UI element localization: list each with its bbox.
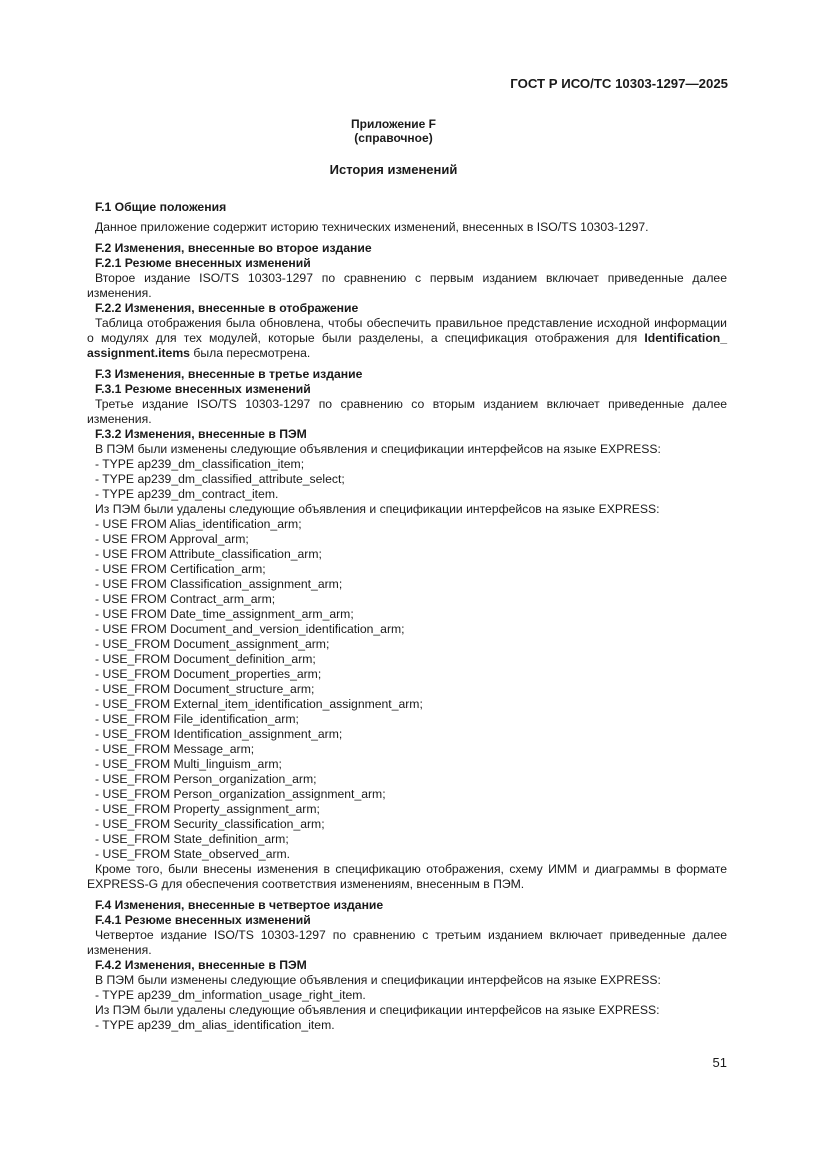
- paragraph-f4-1: Четвертое издание ISO/TS 10303-1297 по сравнению с третьим изданием включает приведенные далее изменения.: [87, 928, 727, 957]
- list-item: - USE_FROM Security_classification_arm;: [95, 817, 325, 831]
- appendix-title: Приложение F: [351, 117, 436, 131]
- paragraph-f3-2-removed-intro: Из ПЭМ были удалены следующие объявления и спецификации интерфейсов на языке EXPRESS:: [95, 502, 660, 516]
- subsection-heading-f3-2: F.3.2 Изменения, внесенные в ПЭМ: [95, 427, 307, 441]
- paragraph-f2-2-part-a: Таблица отображения была обновлена, чтобы обеспечить правильное представление исходной информации о модулях для тех модулей, которые были разделены, а спецификация отображения для: [87, 316, 727, 345]
- list-item: - USE FROM Date_time_assignment_arm_arm;: [95, 607, 354, 621]
- list-item: - USE_FROM Document_structure_arm;: [95, 682, 315, 696]
- list-f3-changed: [87, 457, 727, 502]
- list-item: - USE_FROM Person_organization_assignment_arm;: [95, 787, 386, 801]
- list-f4-changed: [87, 988, 727, 1003]
- section-heading-f1: F.1 Общие положения: [95, 200, 227, 214]
- paragraph-f3-2-closing: Кроме того, были внесены изменения в спецификацию отображения, схему ИММ и диаграммы в формате EXPRESS-G для обеспечения соответствия изменениям, внесенным в ПЭМ.: [87, 862, 727, 891]
- list-item: - USE_FROM Property_assignment_arm;: [95, 802, 320, 816]
- list-item: - TYPE ap239_dm_classification_item;: [95, 457, 305, 471]
- list-item: - USE_FROM File_identification_arm;: [95, 712, 299, 726]
- paragraph-f3-2-changed-intro: В ПЭМ были изменены следующие объявления и спецификации интерфейсов на языке EXPRESS:: [95, 442, 661, 456]
- list-item: - USE FROM Attribute_classification_arm;: [95, 547, 322, 561]
- paragraph-f1: Данное приложение содержит историю технических изменений, внесенных в ISO/TS 10303-1297.: [95, 220, 649, 234]
- list-f3-removed: [87, 517, 727, 862]
- paragraph-f2-2-part-b: была пересмотрена.: [189, 346, 311, 360]
- section-heading-f3: F.3 Изменения, внесенные в третье издание: [95, 367, 363, 381]
- subsection-heading-f3-1: F.3.1 Резюме внесенных изменений: [95, 382, 311, 396]
- section-heading-f2: F.2 Изменения, внесенные во второе издание: [95, 241, 372, 255]
- paragraph-f2-1: Второе издание ISO/TS 10303-1297 по сравнению с первым изданием включает приведенные далее изменения.: [87, 271, 727, 300]
- list-item: - TYPE ap239_dm_classified_attribute_select;: [95, 472, 345, 486]
- list-item: - USE_FROM Message_arm;: [95, 742, 255, 756]
- list-item: - USE FROM Approval_arm;: [95, 532, 249, 546]
- subsection-heading-f4-1: F.4.1 Резюме внесенных изменений: [95, 913, 311, 927]
- list-item: - USE_FROM Person_organization_arm;: [95, 772, 317, 786]
- list-item: - USE_FROM External_item_identification_assignment_arm;: [95, 697, 423, 711]
- list-item: - USE_FROM Document_assignment_arm;: [95, 637, 330, 651]
- document-body: [87, 200, 727, 1033]
- paragraph-f3-1: Третье издание ISO/TS 10303-1297 по сравнению со вторым изданием включает приведенные далее изменения.: [87, 397, 727, 426]
- list-item: - USE FROM Alias_identification_arm;: [95, 517, 302, 531]
- list-item: - USE FROM Document_and_version_identification_arm;: [95, 622, 405, 636]
- subsection-heading-f4-2: F.4.2 Изменения, внесенные в ПЭМ: [95, 958, 307, 972]
- paragraph-f4-2-changed-intro: В ПЭМ были изменены следующие объявления и спецификации интерфейсов на языке EXPRESS:: [95, 973, 661, 987]
- subsection-heading-f2-1: F.2.1 Резюме внесенных изменений: [95, 256, 311, 270]
- list-item: - USE FROM Certification_arm;: [95, 562, 266, 576]
- list-item: - TYPE ap239_dm_contract_item.: [95, 487, 279, 501]
- list-item: - USE_FROM Multi_linguism_arm;: [95, 757, 282, 771]
- paragraph-f2-2-bold: Identification_ assignment.items: [87, 331, 727, 360]
- list-item: - USE_FROM State_observed_arm.: [95, 847, 291, 861]
- paragraph-f2-2: [87, 316, 727, 361]
- list-f4-removed: [87, 1018, 727, 1033]
- list-item: - USE FROM Classification_assignment_arm;: [95, 577, 343, 591]
- history-heading: История изменений: [329, 162, 458, 177]
- section-heading-f4: F.4 Изменения, внесенные в четвертое издание: [95, 898, 384, 912]
- list-item: - USE_FROM Identification_assignment_arm;: [95, 727, 343, 741]
- subsection-heading-f2-2: F.2.2 Изменения, внесенные в отображение: [95, 301, 359, 315]
- page-number: 51: [712, 1055, 727, 1070]
- list-item: - USE_FROM Document_definition_arm;: [95, 652, 316, 666]
- list-item: - TYPE ap239_dm_alias_identification_item.: [95, 1018, 335, 1032]
- list-item: - USE_FROM State_definition_arm;: [95, 832, 289, 846]
- appendix-subtitle: (справочное): [354, 131, 433, 145]
- list-item: - USE_FROM Document_properties_arm;: [95, 667, 322, 681]
- paragraph-f4-2-removed-intro: Из ПЭМ были удалены следующие объявления и спецификации интерфейсов на языке EXPRESS:: [95, 1003, 660, 1017]
- list-item: - USE FROM Contract_arm_arm;: [95, 592, 276, 606]
- document-header: ГОСТ Р ИСО/ТС 10303-1297—2025: [510, 76, 728, 91]
- list-item: - TYPE ap239_dm_information_usage_right_item.: [95, 988, 366, 1002]
